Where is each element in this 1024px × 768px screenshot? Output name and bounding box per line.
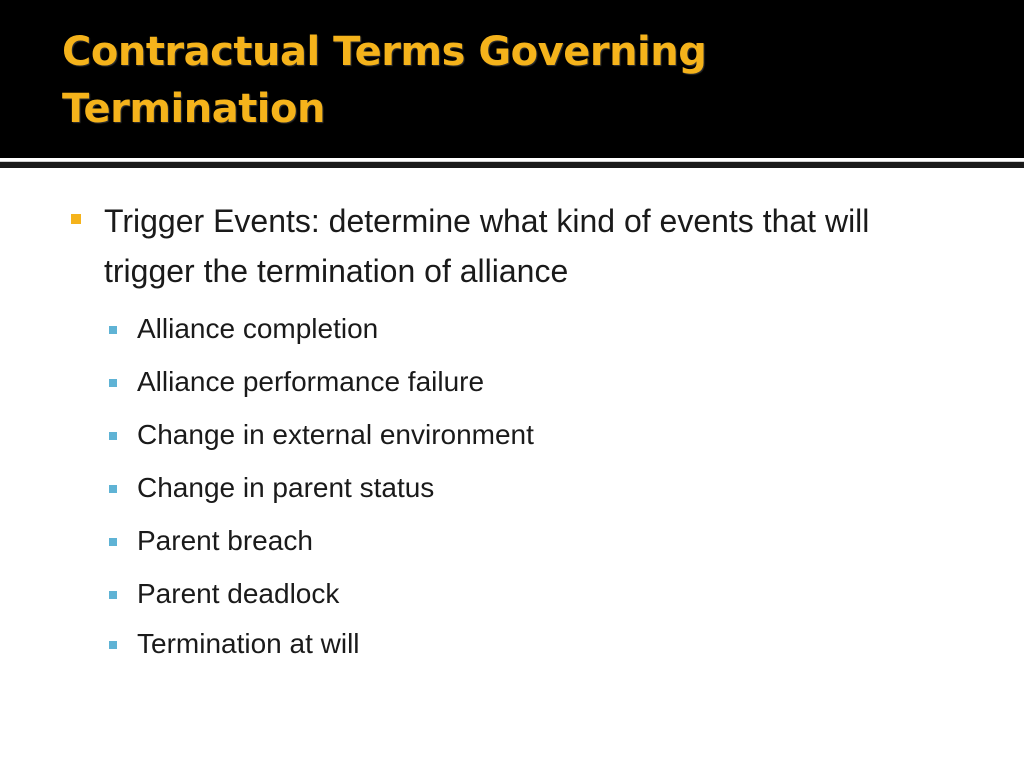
subitem-text: Change in parent status	[137, 472, 435, 503]
square-bullet-icon	[109, 379, 117, 387]
subitem-text: Alliance completion	[137, 313, 379, 344]
slide-title-line-2: Termination	[62, 86, 325, 132]
square-bullet-icon	[109, 485, 117, 493]
bullet-trigger-events	[104, 196, 964, 296]
subitem-termination-at-will	[137, 627, 360, 661]
subitem-text: Parent deadlock	[137, 578, 340, 609]
subitem-text: Parent breach	[137, 525, 313, 556]
subitem-text: Change in external environment	[137, 419, 534, 450]
square-bullet-icon	[109, 326, 117, 334]
subitem-change-external-environment	[137, 418, 534, 452]
square-bullet-icon	[71, 214, 81, 224]
subitem-text: Termination at will	[137, 628, 360, 659]
square-bullet-icon	[109, 641, 117, 649]
subitem-change-parent-status	[137, 471, 434, 505]
subitem-alliance-performance-failure	[137, 365, 484, 399]
slide-title-line-1: Contractual Terms Governing	[62, 29, 707, 75]
square-bullet-icon	[109, 591, 117, 599]
square-bullet-icon	[109, 538, 117, 546]
subitem-parent-breach	[137, 524, 313, 558]
bullet-text: Trigger Events: determine what kind of events that will trigger the termination of alliance	[104, 203, 870, 289]
subitem-text: Alliance performance failure	[137, 366, 485, 397]
subitem-alliance-completion	[137, 312, 378, 346]
subitem-parent-deadlock	[137, 577, 339, 611]
square-bullet-icon	[109, 432, 117, 440]
